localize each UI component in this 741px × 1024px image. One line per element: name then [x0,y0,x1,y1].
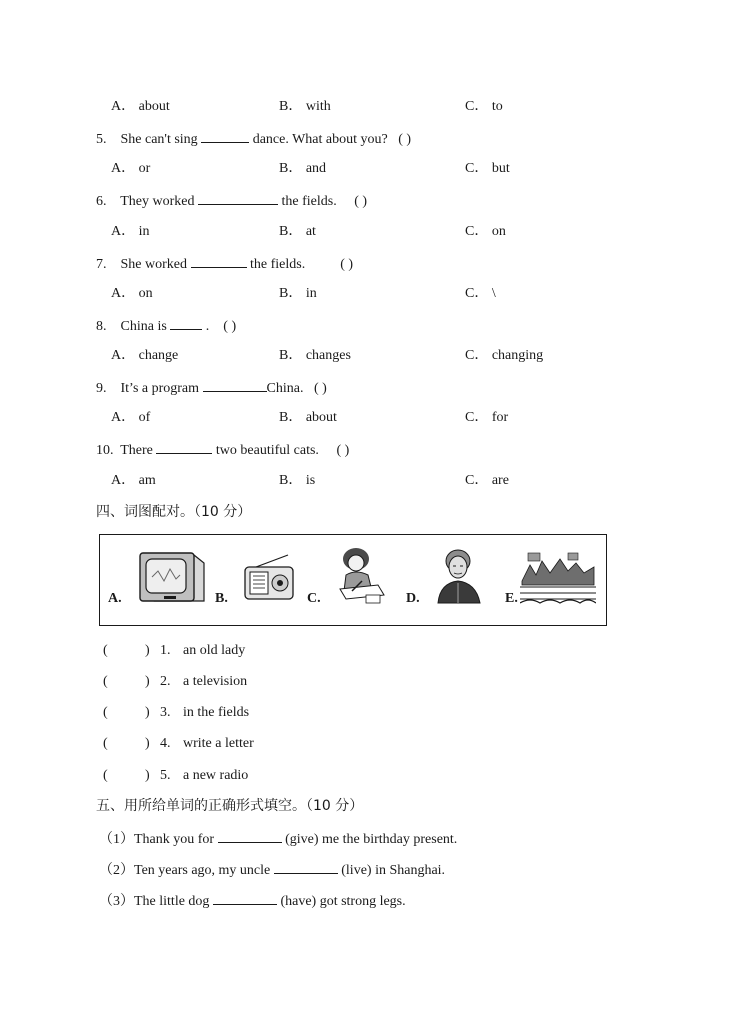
match-item-3 [0,703,741,723]
question-text-before: She worked [120,257,187,272]
question-6 [0,190,741,210]
question-10-options [0,471,741,491]
question-text-after: . [205,319,210,334]
option-c: C． for [465,410,509,425]
picture-box [99,534,607,626]
answer-blank[interactable] [156,439,212,454]
option-a: A． or [111,161,151,176]
picture-label-a: A. [108,591,122,606]
question-text-after: China. [266,381,304,396]
option-b: B． is [279,473,316,488]
section-title: 四、词图配对。（10 分） [96,504,252,520]
answer-paren-open[interactable]: ( [103,736,108,751]
item-number: （2） [99,863,134,878]
option-c: C． changing [465,348,544,363]
question-9-options [0,408,741,428]
option-a: A． change [111,348,179,363]
question-8 [0,315,741,335]
answer-blank[interactable] [213,890,277,905]
section-5-heading [0,796,741,816]
item-text-before: The little dog [134,894,210,909]
match-item-5 [0,766,741,786]
answer-paren[interactable]: ( ) [313,381,327,396]
answer-paren-close: ) [145,674,150,689]
answer-paren-close: ) [145,643,150,658]
item-text: a new radio [183,768,249,783]
question-7-options [0,284,741,304]
match-item-4 [0,734,741,754]
fill-item-1 [0,828,741,848]
option-b: B． at [279,224,316,239]
question-number: 5. [96,132,107,147]
question-number: 9. [96,381,107,396]
question-4-options [0,97,741,117]
question-text-after: the fields. [281,194,337,209]
answer-paren[interactable]: ( ) [398,132,412,147]
item-text-after: (live) in Shanghai. [341,863,446,878]
question-9 [0,377,741,397]
item-text-before: Ten years ago, my uncle [134,863,271,878]
answer-paren-open[interactable]: ( [103,674,108,689]
item-number: 3. [160,705,171,720]
question-number: 8. [96,319,107,334]
item-text: in the fields [183,705,250,720]
question-8-options [0,346,741,366]
question-5-options [0,159,741,179]
option-b: B． and [279,161,327,176]
question-number: 10. [96,443,114,458]
fill-item-3 [0,890,741,910]
answer-paren[interactable]: ( ) [223,319,237,334]
question-6-options [0,222,741,242]
option-c: C． \ [465,286,496,301]
option-c: C． but [465,161,510,176]
item-text-after: (have) got strong legs. [280,894,406,909]
answer-paren-open[interactable]: ( [103,705,108,720]
item-number: （1） [99,832,134,847]
question-text-before: China is [120,319,167,334]
radio-icon [242,553,296,603]
picture-label-d: D. [406,591,420,606]
option-a: A． am [111,473,156,488]
question-text-after: dance. What about you? [252,132,388,147]
match-item-1 [0,641,741,661]
answer-blank[interactable] [191,253,247,268]
girl-writing-icon [332,545,386,605]
item-number: 5. [160,768,171,783]
question-number: 7. [96,257,107,272]
question-10 [0,439,741,459]
option-a: A． about [111,99,170,114]
question-text-after: two beautiful cats. [215,443,319,458]
option-c: C． to [465,99,503,114]
option-b: B． with [279,99,331,114]
item-number: 2. [160,674,171,689]
picture-label-c: C. [307,591,321,606]
question-text-before: There [120,443,153,458]
answer-paren[interactable]: ( ) [340,257,354,272]
item-text: an old lady [183,643,246,658]
answer-paren-close: ) [145,705,150,720]
option-a: A． of [111,410,151,425]
question-text-before: She can't sing [120,132,198,147]
option-c: C． are [465,473,509,488]
answer-blank[interactable] [198,190,278,205]
item-text-before: Thank you for [134,832,215,847]
question-text-before: They worked [120,194,195,209]
question-text-before: It’s a program [120,381,200,396]
answer-paren[interactable]: ( ) [336,443,350,458]
answer-blank[interactable] [218,828,282,843]
answer-paren-close: ) [145,768,150,783]
option-b: B． in [279,286,317,301]
answer-blank[interactable] [170,315,202,330]
match-item-2 [0,672,741,692]
item-text-after: (give) me the birthday present. [285,832,458,847]
old-lady-icon [434,547,484,605]
option-b: B． changes [279,348,351,363]
item-number: 1. [160,643,171,658]
section-4-heading [0,502,741,522]
answer-paren-open[interactable]: ( [103,643,108,658]
answer-paren-open[interactable]: ( [103,768,108,783]
answer-blank[interactable] [203,377,267,392]
option-b: B． about [279,410,337,425]
answer-paren[interactable]: ( ) [354,194,368,209]
answer-blank[interactable] [201,128,249,143]
question-7 [0,253,741,273]
option-a: A． in [111,224,150,239]
picture-label-e: E. [505,591,518,606]
answer-paren-close: ) [145,736,150,751]
question-number: 6. [96,194,107,209]
item-number: 4. [160,736,171,751]
option-a: A． on [111,286,153,301]
picture-label-b: B. [215,591,228,606]
option-c: C． on [465,224,506,239]
item-text: a television [183,674,248,689]
question-text-after: the fields. [250,257,306,272]
television-icon [138,549,206,607]
question-5 [0,128,741,148]
fields-icon [520,551,596,607]
item-number: （3） [99,894,134,909]
fill-item-2 [0,859,741,879]
section-title: 五、用所给单词的正确形式填空。（10 分） [96,798,364,814]
answer-blank[interactable] [274,859,338,874]
item-text: write a letter [183,736,254,751]
